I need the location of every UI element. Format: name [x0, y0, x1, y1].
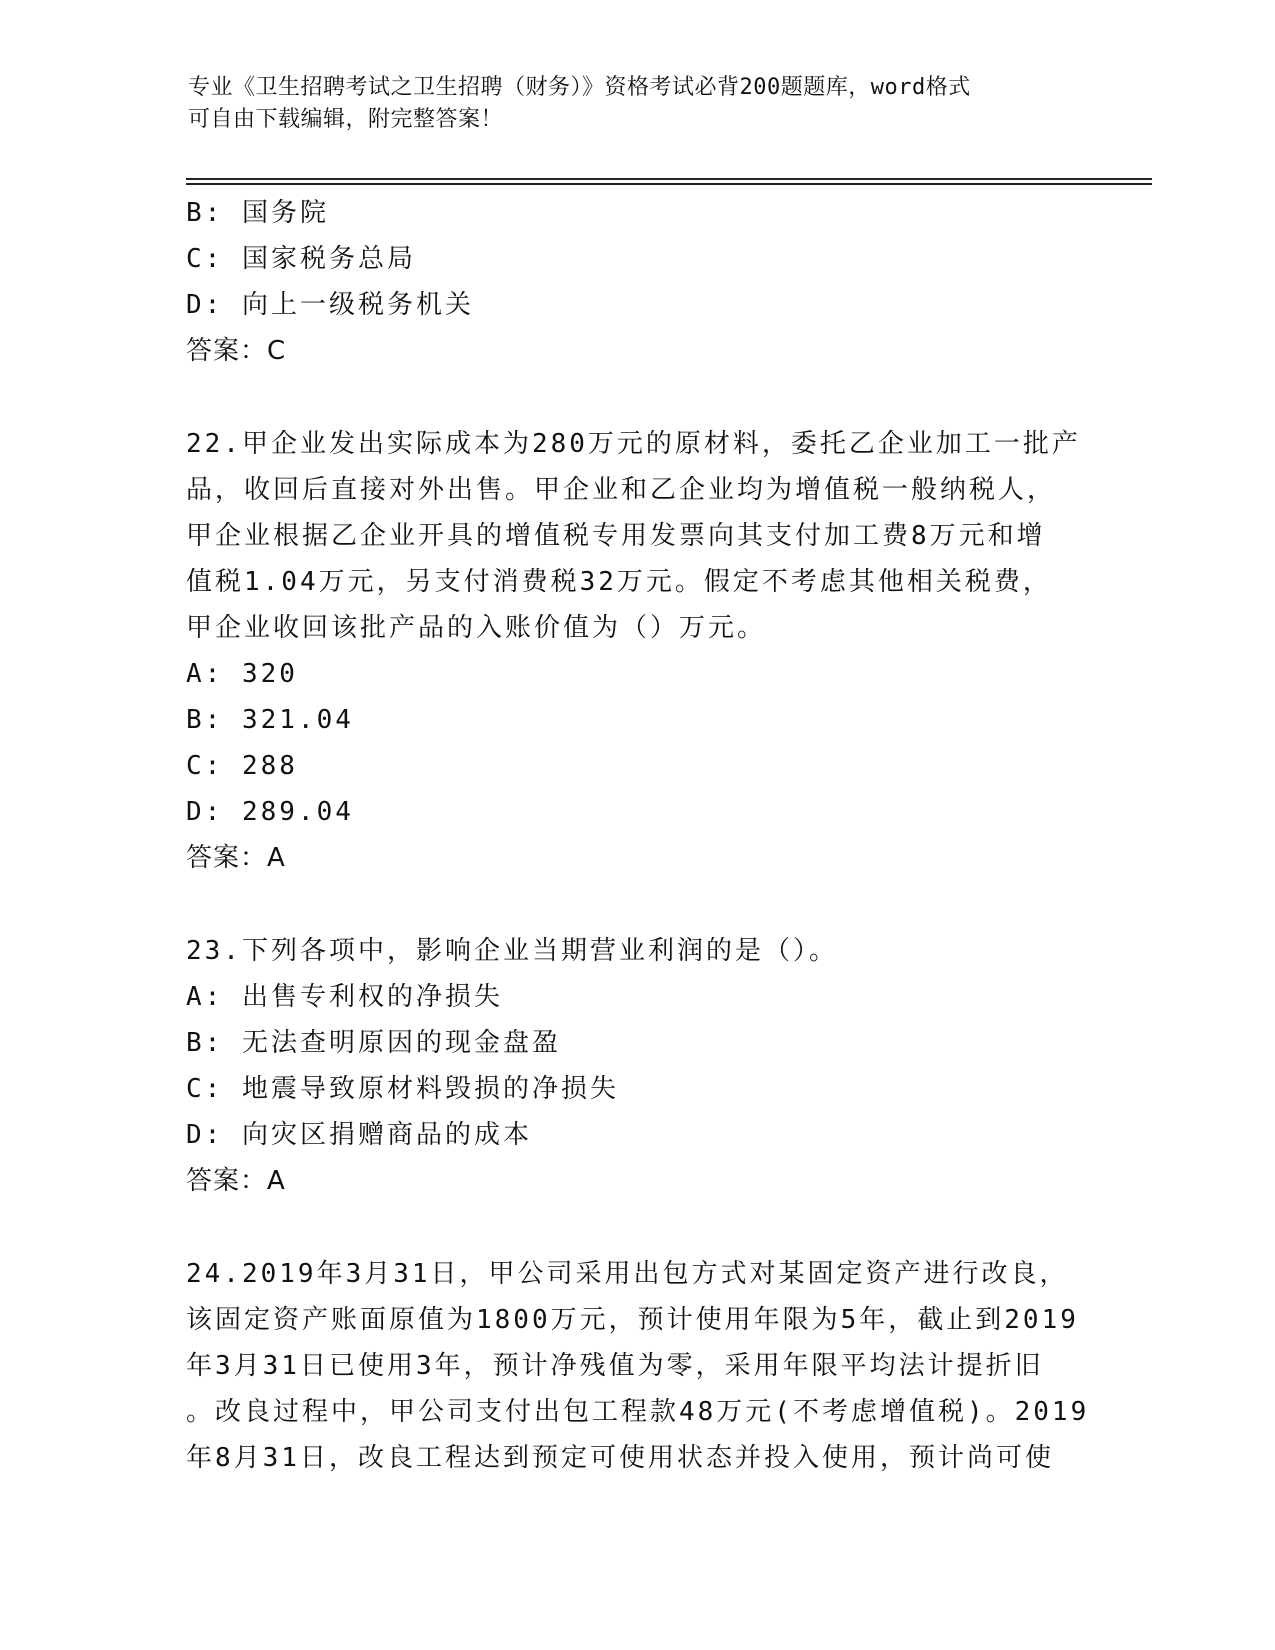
q24-stem-line-1: 24.2019年3月31日，甲公司采用出包方式对某固定资产进行改良， — [186, 1259, 1069, 1289]
q21-answer: 答案：C — [186, 336, 287, 366]
spacer — [186, 374, 1086, 421]
spacer — [186, 881, 1086, 928]
q22-option-c: C: 288 — [186, 751, 298, 781]
document-header — [188, 72, 1088, 136]
q24-stem-line-5: 年8月31日，改良工程达到预定可使用状态并投入使用，预计尚可使 — [186, 1443, 1054, 1473]
q23-answer: 答案：A — [186, 1166, 286, 1196]
q22-option-d: D: 289.04 — [186, 797, 354, 827]
q22-answer: 答案：A — [186, 843, 286, 873]
document-body — [186, 190, 1090, 1481]
header-divider-top — [186, 178, 1152, 180]
q22-stem-line-2: 品，收回后直接对外出售。甲企业和乙企业均为增值税一般纳税人， — [186, 475, 1057, 505]
q22-stem-line-1: 22.甲企业发出实际成本为280万元的原材料，委托乙企业加工一批产 — [186, 429, 1081, 459]
q22-stem-line-3: 甲企业根据乙企业开具的增值税专用发票向其支付加工费8万元和增 — [186, 521, 1046, 551]
q24-stem-line-4: 。改良过程中，甲公司支付出包工程款48万元(不考虑增值税)。2019 — [186, 1397, 1090, 1427]
q21-option-b: B: 国务院 — [186, 198, 329, 228]
spacer — [186, 1204, 1086, 1251]
q23-stem: 23.下列各项中，影响企业当期营业利润的是（）。 — [186, 936, 838, 966]
q21-option-c: C: 国家税务总局 — [186, 244, 416, 274]
q22-stem-line-4: 值税1.04万元，另支付消费税32万元。假定不考虑其他相关税费， — [186, 567, 1052, 597]
q23-option-c: C: 地震导致原材料毁损的净损失 — [186, 1074, 619, 1104]
q24-stem-line-3: 年3月31日已使用3年，预计净残值为零，采用年限平均法计提折旧 — [186, 1351, 1044, 1381]
q23-option-d: D: 向灾区捐赠商品的成本 — [186, 1120, 532, 1150]
q22-option-b: B: 321.04 — [186, 705, 354, 735]
header-divider-bottom — [186, 183, 1152, 185]
q21-option-d: D: 向上一级税务机关 — [186, 290, 474, 320]
q22-option-a: A: 320 — [186, 659, 298, 689]
header-line-2: 可自由下载编辑，附完整答案！ — [188, 107, 504, 132]
q22-stem-line-5: 甲企业收回该批产品的入账价值为（）万元。 — [186, 613, 767, 643]
header-line-1: 专业《卫生招聘考试之卫生招聘（财务）》资格考试必背200题题库，word格式 — [188, 75, 971, 100]
q23-option-a: A: 出售专利权的净损失 — [186, 982, 503, 1012]
q23-option-b: B: 无法查明原因的现金盘盈 — [186, 1028, 561, 1058]
q24-stem-line-2: 该固定资产账面原值为1800万元，预计使用年限为5年，截止到2019 — [186, 1305, 1079, 1335]
